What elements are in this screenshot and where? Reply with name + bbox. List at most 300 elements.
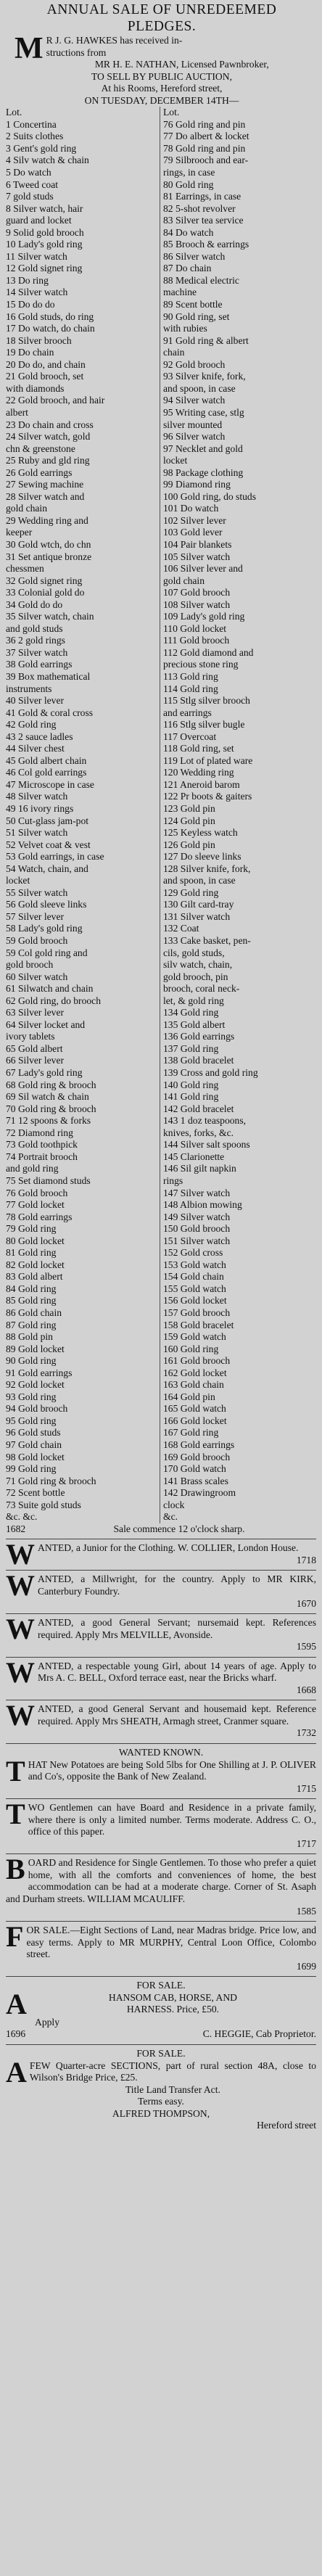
lot-row [6, 1211, 318, 1224]
lot-row [6, 527, 318, 539]
lot-row [6, 827, 318, 839]
lot-entry-right: 130 Gilt card-tray [160, 899, 318, 911]
lot-entry-left: 22 Gold brooch, and hair [6, 395, 105, 406]
intro-line: R J. G. HAWKES has received in- [46, 35, 183, 46]
lot-entry-right: 115 Stlg silver brooch [160, 695, 318, 707]
lot-label: Lot. [6, 107, 22, 118]
lot-row [6, 623, 318, 635]
lot-row [6, 143, 318, 155]
lot-entry-right: 80 Gold ring [160, 179, 318, 192]
lot-entry-left: 10 Lady's gold ring [6, 239, 83, 250]
ad-body: WO Gentlemen can have Board and Residence in a private family, where there is only a limited number. Terms moderate. Address C. O., office of this paper. [28, 1802, 316, 1838]
lot-row [6, 959, 318, 971]
lot-entry-right: 152 Gold cross [160, 1247, 318, 1259]
lot-entry-left: 11 Silver watch [6, 250, 67, 262]
lot-row [6, 1391, 318, 1404]
lot-entry-right: 94 Silver watch [160, 395, 318, 407]
lot-entry-right: 146 Sil gilt napkin [160, 1163, 318, 1175]
lot-entry-left: 90 Gold ring [6, 1355, 57, 1367]
ad-wanted [0, 1699, 322, 1740]
lot-entry-right: 92 Gold brooch [160, 359, 318, 371]
ad-hansom-cab [0, 1987, 322, 2041]
lot-entry-right: 81 Earrings, in case [160, 191, 318, 203]
lot-entry-left: 23 Do chain and cross [6, 419, 94, 430]
ad-gentlemen [0, 1798, 322, 1850]
lot-row [6, 1403, 318, 1415]
lot-entry-left: 55 Silver watch [6, 886, 68, 898]
lot-row [6, 539, 318, 551]
intro-line: structions from [46, 46, 107, 58]
lot-row [6, 1511, 318, 1523]
lot-entry-right: 137 Gold ring [160, 1043, 318, 1055]
lot-entry-right: rings, in case [160, 167, 318, 179]
dropcap-letter: W [6, 1569, 35, 1602]
lot-row [6, 755, 318, 768]
lot-entry-left: and gold studs [6, 622, 63, 634]
lot-entry-left: and gold ring [6, 1163, 59, 1174]
lot-row [6, 239, 318, 251]
lot-entry-left: 2 Suits clothes [6, 131, 64, 142]
lot-entry-right: 83 Silver tea service [160, 215, 318, 227]
lot-row [6, 1223, 318, 1235]
lot-entry-left: 91 Gold earrings [6, 1367, 73, 1378]
lot-entry-right: chain [160, 347, 318, 359]
lot-entry-left: 32 Gold signet ring [6, 575, 83, 586]
lot-entry-left: 30 Gold wtch, do chn [6, 538, 91, 550]
forsale-heading: FOR SALE. [136, 1980, 186, 1991]
lot-row [6, 203, 318, 215]
lot-row [6, 1427, 318, 1439]
lot-entry-right: gold brooch, pin [160, 971, 318, 984]
dropcap-letter: T [6, 1798, 25, 1831]
lot-entry-left: 35 Silver watch, chain [6, 611, 94, 622]
lot-row [6, 131, 318, 143]
lot-row [6, 1476, 318, 1488]
ad-reference: 1717 [296, 1838, 316, 1849]
lot-entry-left: 97 Gold chain [6, 1439, 62, 1450]
lot-entry-left: &c. &c. [6, 1511, 38, 1523]
lot-entry-right: let, & gold ring [160, 995, 318, 1008]
lot-row [6, 1247, 318, 1259]
auction-subheading: PLEDGES. [127, 19, 197, 34]
lot-entry-right: 161 Gold brooch [160, 1355, 318, 1367]
ad-reference: 1585 [296, 1905, 316, 1917]
lot-row [6, 1487, 318, 1499]
lot-row [6, 779, 318, 791]
lot-row [6, 359, 318, 371]
lot-entry-right: 122 Pr boots & gaiters [160, 791, 318, 803]
dropcap-letter: W [6, 1538, 35, 1571]
lot-entry-right: and earrings [160, 707, 318, 720]
lot-entry-right: 138 Gold bracelet [160, 1055, 318, 1067]
lot-row [6, 167, 318, 179]
ad-body: ANTED, a good General Servant; nursemaid kept. References required. Apply Mrs MELVILLE, Avonside. [38, 1617, 316, 1640]
lot-row [6, 647, 318, 659]
lot-entry-right: 158 Gold bracelet [160, 1320, 318, 1332]
lot-entry-left: locket [6, 875, 30, 886]
intro-line: TO SELL BY PUBLIC AUCTION, [91, 70, 232, 82]
ad-forsale-sections [0, 1920, 322, 1972]
lot-entry-left: 66 Silver lever [6, 1055, 65, 1066]
lot-entry-left: 87 Gold ring [6, 1319, 57, 1330]
lot-entry-left: 61 Silwatch and chain [6, 983, 94, 995]
lot-entry-right: 96 Silver watch [160, 431, 318, 443]
lot-entry-left: 92 Gold locket [6, 1379, 65, 1391]
lot-entry-right: 136 Gold earrings [160, 1031, 318, 1043]
lot-row [6, 1343, 318, 1356]
lot-entry-left: 82 Gold locket [6, 1259, 65, 1270]
auction-heading: ANNUAL SALE OF UNREDEEMED [46, 2, 277, 17]
lot-row [6, 179, 318, 192]
ad-quarter-acre [0, 2055, 322, 2132]
divider [6, 1976, 316, 1977]
lot-entry-left: 68 Gold ring & brooch [6, 1079, 96, 1090]
lot-entry-left: 54 Watch, chain, and [6, 863, 88, 874]
lot-entry-right: &c. [160, 1511, 318, 1523]
lot-entry-left: 34 Gold do do [6, 598, 63, 610]
lot-entry-left: 44 Silver chest [6, 743, 65, 754]
lot-entry-left: 31 Set antique bronze [6, 551, 92, 562]
lot-row [6, 1019, 318, 1032]
lot-row [6, 515, 318, 527]
lot-row [6, 227, 318, 239]
lot-row [6, 215, 318, 227]
lot-row [6, 1283, 318, 1296]
lot-row [6, 731, 318, 744]
lot-row [6, 1307, 318, 1320]
lot-row [6, 371, 318, 383]
lot-entry-right: and spoon, in case [160, 875, 318, 887]
lot-entry-right: 142 Gold bracelet [160, 1103, 318, 1116]
lot-row [6, 1139, 318, 1151]
lot-row [6, 791, 318, 803]
dropcap-letter: T [6, 1754, 25, 1787]
lot-entry-right: 162 Gold locket [160, 1367, 318, 1380]
dropcap-letter: B [6, 1853, 25, 1886]
lot-row [6, 839, 318, 852]
lot-entry-right: 124 Gold pin [160, 815, 318, 828]
lot-row [6, 323, 318, 335]
lot-entry-left: 59 Col gold ring and [6, 947, 88, 958]
lot-entry-left: 81 Gold ring [6, 1247, 57, 1259]
lot-entry-left: 29 Wedding ring and [6, 514, 88, 526]
lot-row [6, 335, 318, 347]
lot-table [6, 119, 318, 1523]
lot-entry-right: 135 Gold albert [160, 1019, 318, 1032]
lot-entry-left: 93 Gold ring [6, 1391, 57, 1402]
divider [6, 1743, 316, 1744]
lot-entry-left: 45 Gold albert chain [6, 754, 87, 766]
lot-entry-left: 83 Gold albert [6, 1271, 63, 1283]
lot-entry-right: 119 Lot of plated ware [160, 755, 318, 768]
lot-entry-right: precious stone ring [160, 659, 318, 671]
lot-entry-right: 140 Gold ring [160, 1079, 318, 1092]
lot-entry-left: 88 Gold pin [6, 1331, 53, 1343]
lot-entry-left: 21 Gold brooch, set [6, 371, 84, 382]
ad-line: Terms easy. [138, 2096, 184, 2107]
lot-entry-right: 112 Gold diamond and [160, 647, 318, 659]
forsale-heading: FOR SALE. [136, 2047, 186, 2059]
lot-entry-right: 132 Coat [160, 923, 318, 935]
lot-row [6, 947, 318, 960]
lot-row [6, 491, 318, 503]
lot-entry-left: 79 Gold ring [6, 1223, 57, 1235]
lot-row [6, 887, 318, 900]
lot-entry-left: 3 Gent's gold ring [6, 142, 77, 154]
lot-entry-right: 99 Diamond ring [160, 479, 318, 491]
lot-entry-right: 89 Scent bottle [160, 299, 318, 311]
lot-entry-left: 64 Silver locket and [6, 1019, 86, 1030]
lot-entry-right: 166 Gold locket [160, 1415, 318, 1428]
lot-entry-right: 147 Silver watch [160, 1188, 318, 1200]
lot-entry-left: 40 Silver lever [6, 695, 65, 707]
lot-row [6, 1439, 318, 1452]
lot-entry-right: knives, forks, &c. [160, 1127, 318, 1140]
dropcap-letter: M [15, 32, 44, 65]
divider [6, 1798, 316, 1799]
lot-entry-left: with diamonds [6, 382, 65, 394]
lot-entry-left: 47 Microscope in case [6, 778, 94, 790]
lot-row [6, 599, 318, 612]
lot-row [6, 563, 318, 575]
lot-entry-right: 125 Keyless watch [160, 827, 318, 839]
lot-row [6, 383, 318, 395]
lot-row [6, 479, 318, 491]
lot-entry-left: 67 Lady's gold ring [6, 1067, 83, 1079]
lot-row [6, 347, 318, 359]
lot-row [6, 1295, 318, 1307]
lot-entry-right: 129 Gold ring [160, 887, 318, 900]
lot-row [6, 707, 318, 720]
lot-row [6, 1043, 318, 1055]
lot-entry-left: 18 Silver brooch [6, 334, 72, 346]
lot-entry-left: 58 Lady's gold ring [6, 923, 83, 934]
lot-row [6, 1235, 318, 1248]
ad-wanted [0, 1655, 322, 1697]
lot-entry-right: 121 Aneroid barom [160, 779, 318, 791]
lot-row [6, 443, 318, 456]
lot-row [6, 1091, 318, 1103]
lot-entry-left: 48 Silver watch [6, 791, 68, 802]
lot-row [6, 119, 318, 131]
lot-row [6, 263, 318, 275]
ad-reference: 1595 [296, 1641, 316, 1653]
lot-entry-left: ivory tablets [6, 1031, 55, 1042]
lot-entry-right: cils, gold studs, [160, 947, 318, 960]
lot-entry-right: 164 Gold pin [160, 1391, 318, 1404]
lot-entry-right: 131 Silver watch [160, 911, 318, 923]
lot-entry-left: 85 Gold ring [6, 1295, 57, 1306]
lot-row [6, 407, 318, 419]
lot-entry-right: 155 Gold watch [160, 1283, 318, 1296]
lot-entry-right: 165 Gold watch [160, 1403, 318, 1415]
lot-row [6, 911, 318, 923]
dropcap-letter: W [6, 1613, 35, 1646]
lot-row [6, 467, 318, 480]
lot-entry-right: 139 Cross and gold ring [160, 1067, 318, 1079]
lot-entry-left: 60 Silver watch [6, 971, 68, 982]
lot-entry-left: chn & greenstone [6, 443, 75, 454]
lot-entry-left: 15 Do do do [6, 299, 55, 310]
lot-row [6, 1031, 318, 1043]
lot-row [6, 1127, 318, 1140]
lot-entry-right: 114 Gold ring [160, 683, 318, 696]
lot-entry-right: 170 Gold watch [160, 1463, 318, 1476]
lot-row [6, 695, 318, 707]
lot-entry-left: 8 Silver watch, hair [6, 202, 83, 214]
ad-line: HANSOM CAB, HORSE, AND [108, 1991, 237, 2003]
lot-entry-left: albert [6, 406, 28, 418]
lot-row [6, 863, 318, 876]
lot-entry-right: 84 Do watch [160, 227, 318, 239]
lot-entry-right: 141 Gold ring [160, 1091, 318, 1103]
ad-body: ANTED, a Junior for the Clothing. W. COLLIER, London House. [38, 1542, 299, 1554]
lot-entry-right: 87 Do chain [160, 263, 318, 275]
lot-entry-left: chessmen [6, 563, 44, 575]
lot-row [6, 1367, 318, 1380]
lot-row [6, 1259, 318, 1272]
ad-wanted [0, 1613, 322, 1653]
lot-entry-right: with rubies [160, 323, 318, 335]
lot-entry-left: 4 Silv watch & chain [6, 155, 89, 166]
lot-entry-right: 77 Do albert & locket [160, 131, 318, 143]
dropcap-letter: A [6, 1987, 27, 2020]
lot-entry-right: 148 Albion mowing [160, 1199, 318, 1211]
lot-entry-right: 107 Gold brooch [160, 587, 318, 599]
lot-row [6, 1188, 318, 1200]
lot-entry-left: 73 Suite gold studs [6, 1499, 81, 1510]
lot-row [6, 803, 318, 815]
lot-row [6, 1379, 318, 1391]
lot-entry-left: 94 Gold brooch [6, 1403, 68, 1415]
lot-row [6, 851, 318, 863]
lot-row [6, 431, 318, 443]
lot-entry-left: 28 Silver watch and [6, 490, 85, 502]
lot-entry-right: 142 Drawingroom [160, 1487, 318, 1499]
lot-row [6, 1452, 318, 1464]
lot-entry-right: 167 Gold ring [160, 1427, 318, 1439]
lot-entry-right: 123 Gold pin [160, 803, 318, 815]
lot-entry-left: 41 Gold & coral cross [6, 707, 94, 718]
lot-entry-left: 33 Colonial gold do [6, 587, 85, 598]
lot-entry-left: 63 Silver lever [6, 1007, 65, 1019]
lot-entry-right: 151 Silver watch [160, 1235, 318, 1248]
lot-entry-right: 133 Cake basket, pen- [160, 935, 318, 947]
lot-row [6, 395, 318, 407]
lot-row [6, 815, 318, 828]
lot-row [6, 587, 318, 599]
ad-reference: 1670 [296, 1597, 316, 1609]
lot-row [6, 1151, 318, 1164]
lot-entry-right: 169 Gold brooch [160, 1452, 318, 1464]
dropcap-letter: W [6, 1655, 35, 1689]
ad-line: Apply [35, 2016, 59, 2028]
intro-line: MR H. E. NATHAN, Licensed Pawnbroker, [94, 59, 269, 70]
lot-entry-left: 99 Gold ring [6, 1463, 57, 1475]
ad-address: Hereford street [257, 2120, 316, 2131]
divider [6, 1570, 316, 1571]
lot-entry-left: 25 Ruby and gld ring [6, 455, 90, 466]
lot-entry-left: 1 Concertina [6, 118, 57, 130]
ad-body: FEW Quarter-acre SECTIONS, part of rural section 48A, close to Wilson's Bridge Price, £25. [29, 2059, 316, 2083]
lot-entry-right: 150 Gold brooch [160, 1223, 318, 1235]
lot-row [6, 287, 318, 299]
lot-entry-left: 20 Do do, and chain [6, 358, 86, 370]
lot-entry-right: 160 Gold ring [160, 1343, 318, 1356]
lot-entry-left: 39 Box mathematical [6, 670, 91, 682]
lot-entry-right: 108 Silver watch [160, 599, 318, 612]
lot-entry-right: brooch, coral neck- [160, 983, 318, 995]
lot-entry-right: 76 Gold ring and pin [160, 119, 318, 131]
ad-reference: 1699 [296, 1960, 316, 1972]
lot-entry-right: 104 Pair blankets [160, 539, 318, 551]
lot-row [6, 1499, 318, 1512]
lot-entry-left: keeper [6, 527, 33, 538]
lot-row [6, 575, 318, 588]
lot-entry-right: 82 5-shot revolver [160, 203, 318, 215]
lot-entry-right: 110 Gold locket [160, 623, 318, 635]
lot-entry-left: 26 Gold earrings [6, 466, 73, 478]
lot-row [6, 611, 318, 623]
ad-body: ANTED, a good General Servant and housemaid kept. Reference required. Apply Mrs SHEATH, Armagh street, Cranmer square. [38, 1703, 316, 1727]
lot-row [6, 923, 318, 935]
lot-entry-right: 156 Gold locket [160, 1295, 318, 1307]
lot-entry-left: 16 Gold studs, do ring [6, 310, 94, 322]
ad-line: HARNESS. Price, £50. [126, 2004, 220, 2015]
lot-row [6, 659, 318, 671]
lot-entry-left: 98 Gold locket [6, 1451, 65, 1462]
dropcap-letter: F [6, 1920, 24, 1954]
lot-entry-left: 14 Silver watch [6, 287, 68, 298]
lot-entry-right: 163 Gold chain [160, 1379, 318, 1391]
ad-body: OR SALE.—Eight Sections of Land, near Madras bridge. Price low, and easy terms. Apply to MR MURPHY, Central Loon Office, Colombo street. [26, 1925, 316, 1960]
lot-header-row [6, 107, 318, 119]
auction-footer [6, 1523, 318, 1536]
intro-line: At his Rooms, Hereford street, [101, 83, 223, 94]
lot-entry-right: and spoon, in case [160, 383, 318, 395]
lot-entry-right: rings [160, 1175, 318, 1188]
lot-entry-right: 93 Silver knife, fork, [160, 371, 318, 383]
lot-entry-right: 90 Gold ring, set [160, 311, 318, 324]
ad-body: OARD and Residence for Single Gentlemen. To those who prefer a quiet home, with all the comforts and conveniences of home, the best accommodation can be had at a moderate charge. Corner of St. Asaph and Durham streets. WILLIAM MCAULIFF. [6, 1857, 316, 1905]
lot-row [6, 1103, 318, 1116]
lot-entry-right: 128 Silver knife, fork, [160, 863, 318, 876]
divider [6, 1613, 316, 1614]
lot-row [6, 1415, 318, 1428]
lot-entry-right: 157 Gold brooch [160, 1307, 318, 1320]
lot-entry-right: 144 Silver salt spoons [160, 1139, 318, 1151]
lot-entry-right: 149 Silver watch [160, 1211, 318, 1224]
lot-entry-right: clock [160, 1499, 318, 1512]
lot-entry-right: locket [160, 455, 318, 467]
lot-entry-left: 51 Silver watch [6, 827, 68, 839]
lot-entry-left: 13 Do ring [6, 274, 49, 286]
ad-signature: C. HEGGIE, Cab Proprietor. [202, 2028, 316, 2040]
lot-row [6, 275, 318, 287]
lot-row [6, 1007, 318, 1019]
lot-entry-right: 106 Silver lever and [160, 563, 318, 575]
lot-row [6, 503, 318, 515]
lot-entry-left: gold chain [6, 503, 48, 514]
lot-entry-right: gold chain [160, 575, 318, 588]
divider [6, 1921, 316, 1922]
lot-row [6, 1355, 318, 1367]
lot-row [6, 1463, 318, 1476]
lot-entry-left: 6 Tweed coat [6, 178, 59, 190]
lot-entry-right: 120 Wedding ring [160, 767, 318, 779]
lot-entry-right: 109 Lady's gold ring [160, 611, 318, 623]
ad-reference: 1668 [296, 1684, 316, 1695]
